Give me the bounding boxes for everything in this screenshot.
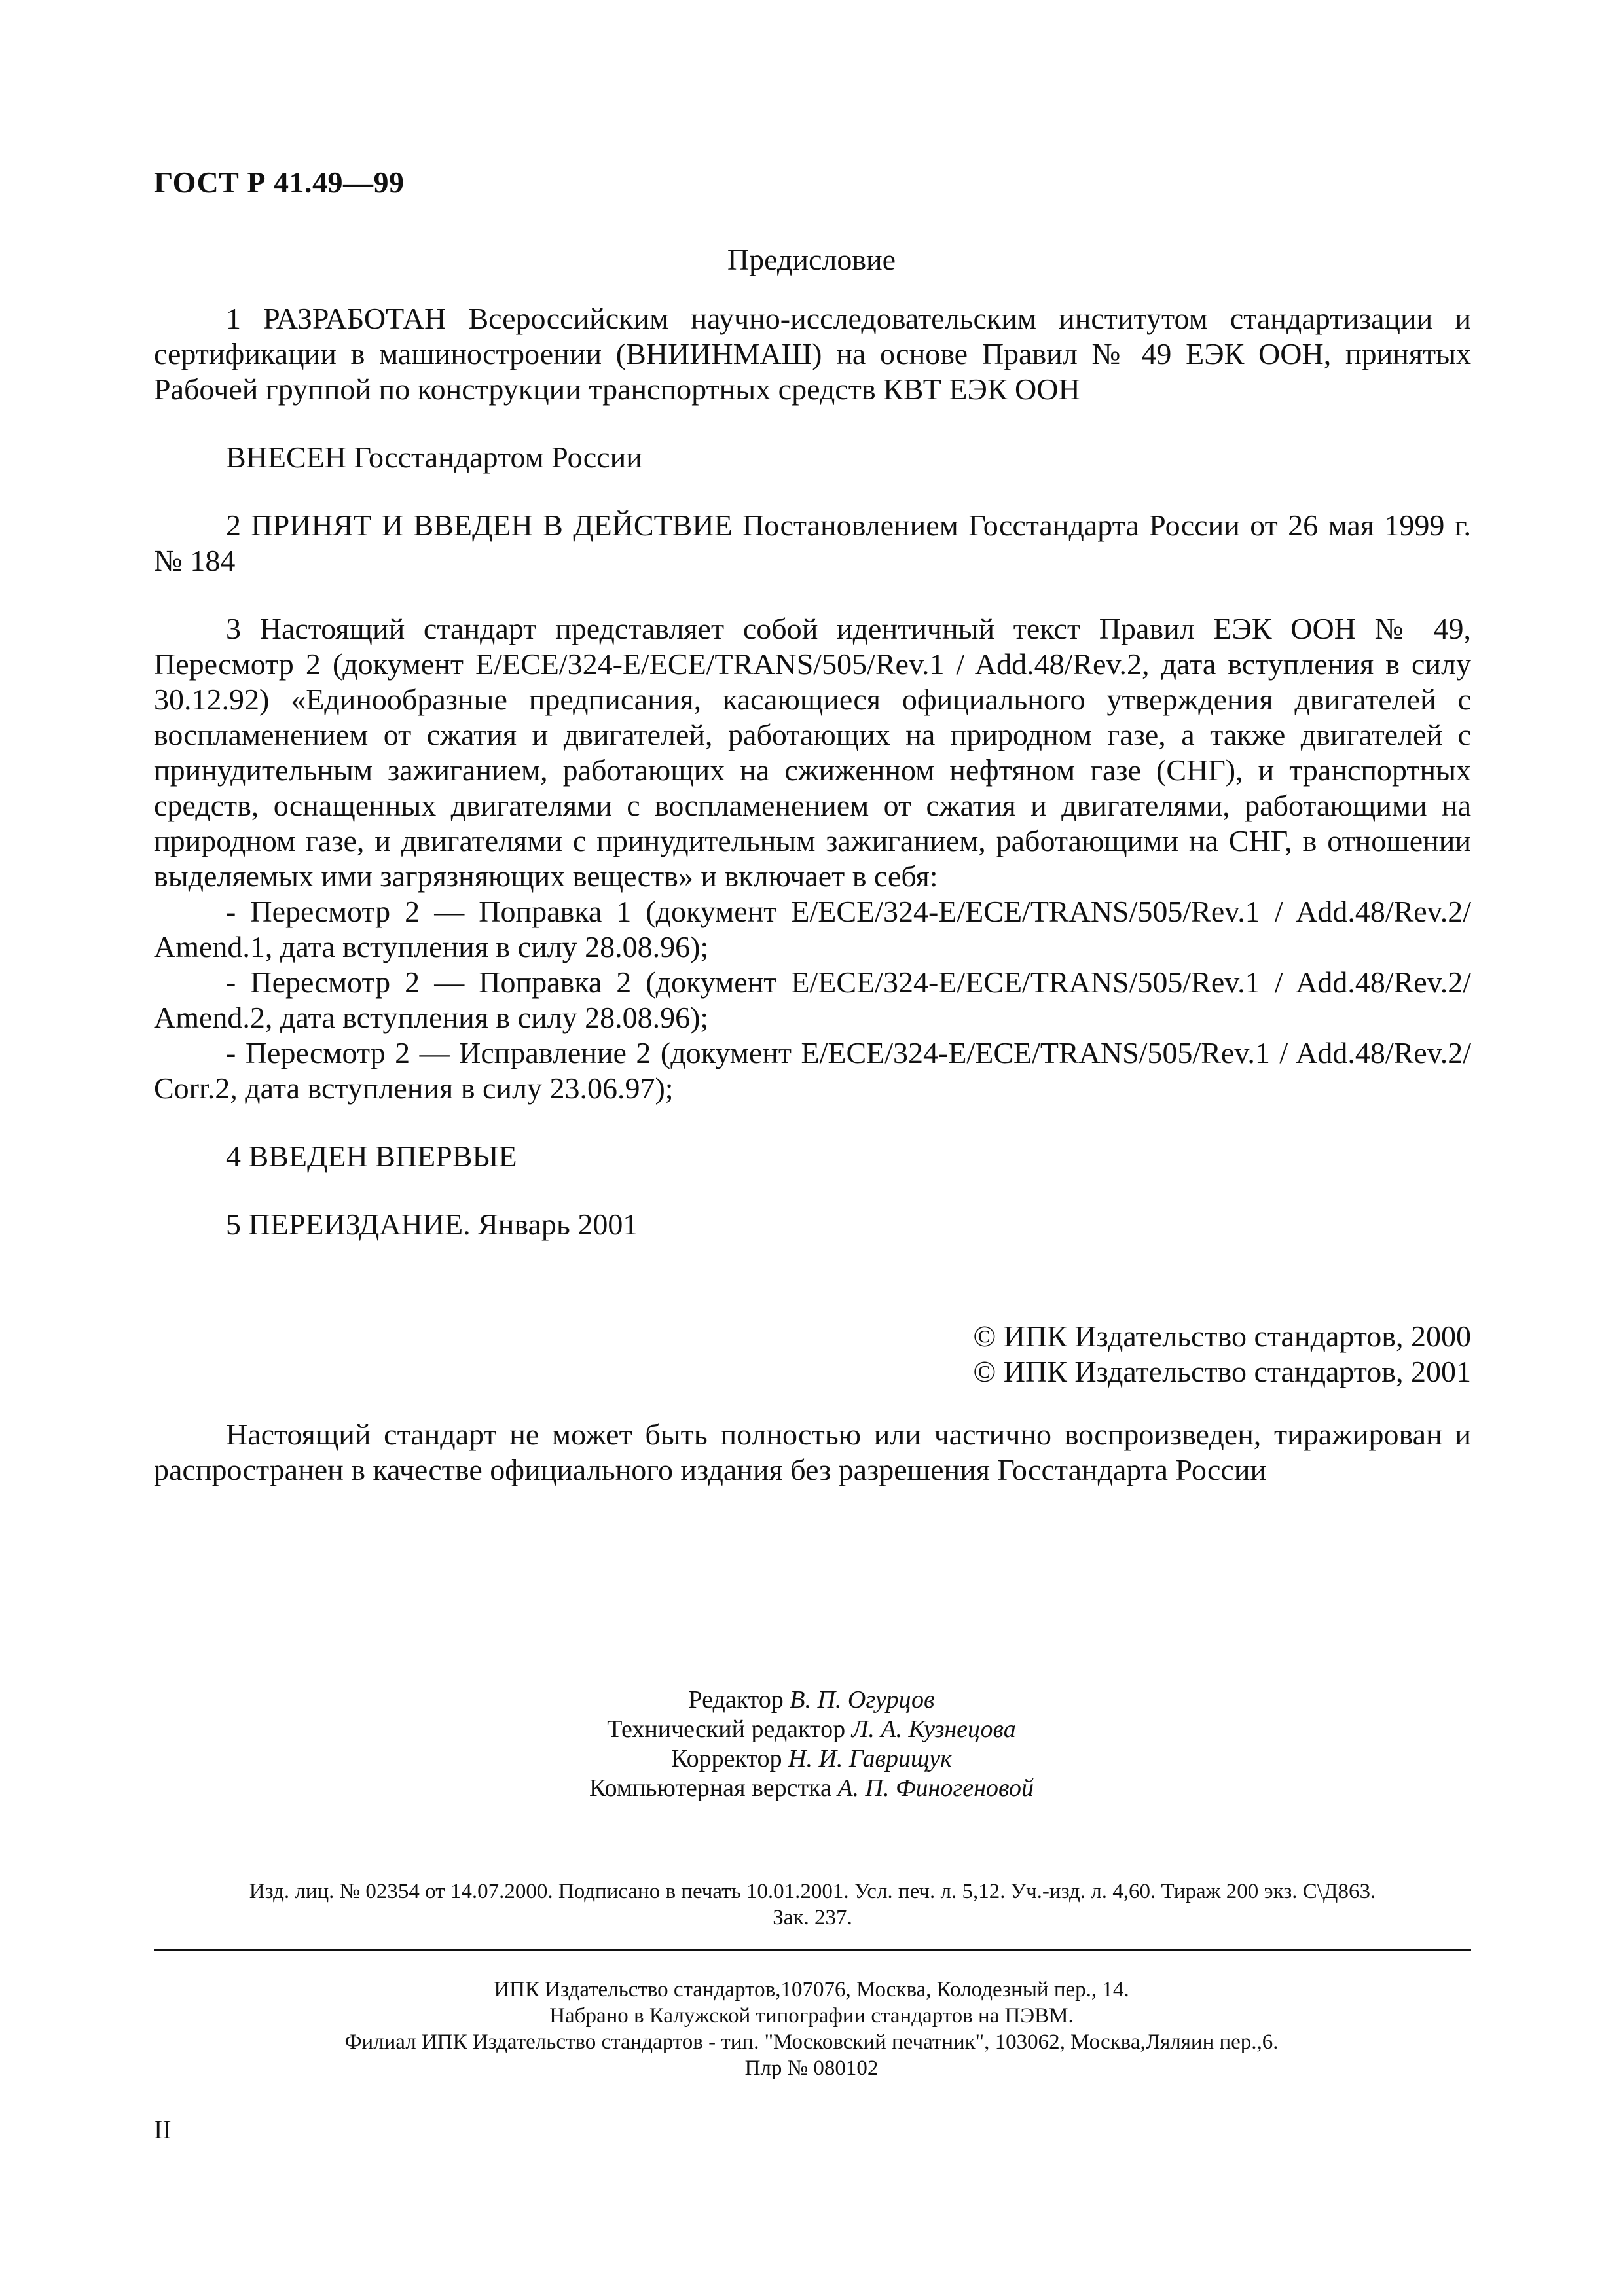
printer-line: Плр № 080102 [744, 2056, 879, 2080]
section-1: 1 РАЗРАБОТАН Всероссийским научно-исследовательским институтом стандартизации и сертификации в машиностроении (ВНИИНМАШ) на основе Правил № 49 ЕЭК ООН, принятых Рабочей группой по конструкции транспортных средств КВТ ЕЭК ООН [154, 302, 1471, 406]
publication-data [154, 1878, 1471, 1931]
foreword-body [154, 301, 1471, 1275]
credit-name: В. П. Огурцов [790, 1686, 935, 1713]
section-3-item: - Пересмотр 2 — Поправка 2 (документ E/ECE/324-E/ECE/TRANS/505/Rev.1 / Add.48/Rev.2/ Amend.2, дата вступления в силу 28.08.96); [154, 965, 1471, 1034]
copyright-line: © ИПК Издательство стандартов, 2001 [973, 1355, 1471, 1388]
copyright-block [973, 1319, 1471, 1390]
credit-line [0, 1715, 1623, 1744]
reproduction-notice: Настоящий стандарт не может быть полностью или частично воспроизведен, тиражирован и распространен в качестве официального издания без разрешения Госстандарта России [154, 1418, 1471, 1486]
page-title: Предисловие [727, 243, 896, 276]
credit-line [0, 1744, 1623, 1774]
publication-order: Зак. 237. [773, 1906, 852, 1929]
publication-line: Изд. лиц. № 02354 от 14.07.2000. Подписано в печать 10.01.2001. Усл. печ. л. 5,12. Уч.-изд. л. 4,60. Тираж 200 экз. С\Д863. [249, 1880, 1376, 1903]
page-number: II [154, 2115, 172, 2144]
section-3-item: - Пересмотр 2 — Поправка 1 (документ E/ECE/324-E/ECE/TRANS/505/Rev.1 / Add.48/Rev.2/ Amend.1, дата вступления в силу 28.08.96); [154, 895, 1471, 963]
section-4: 4 ВВЕДЕН ВПЕРВЫЕ [226, 1139, 517, 1173]
credits-block [0, 1685, 1623, 1803]
credit-name: А. П. Финогеновой [837, 1774, 1034, 1802]
divider-rule [154, 1949, 1471, 1951]
credit-role: Компьютерная верстка [589, 1774, 831, 1802]
section-2: 2 ПРИНЯТ И ВВЕДЕН В ДЕЙСТВИЕ Постановлением Госстандарта России от 26 мая 1999 г. № 184 [154, 509, 1471, 577]
credit-role: Редактор [688, 1686, 784, 1713]
credit-name: Н. И. Гаврищук [788, 1745, 952, 1772]
section-5: 5 ПЕРЕИЗДАНИЕ. Январь 2001 [226, 1208, 638, 1241]
section-3: 3 Настоящий стандарт представляет собой идентичный текст Правил ЕЭК ООН № 49, Пересмотр 2 (документ E/ECE/324-E/ECE/TRANS/505/Rev.1 / Add.48/Rev.2, дата вступления в силу 30.12.92) «Единообразные предписания, касающиеся официального утверждения двигателей с воспламенением от сжатия и двигателей, работающих на природном газе, а также двигателей с принудительным зажиганием, работающих на сжиженном нефтяном газе (СНГ), и транспортных средств, оснащенных двигателями с воспламенением от сжатия и двигателями, работающими на природном газе, и двигателями с принудительным зажиганием, работающими на СНГ, в отношении выделяемых ими загрязняющих веществ» и включает в себя: [154, 612, 1471, 893]
printer-line: ИПК Издательство стандартов,107076, Москва, Колодезный пер., 14. [494, 1978, 1129, 2001]
printer-line: Филиал ИПК Издательство стандартов - тип. "Московский печатник", 103062, Москва,Ляляин пер.,6. [344, 2030, 1279, 2054]
credit-line [0, 1774, 1623, 1803]
section-3-item: - Пересмотр 2 — Исправление 2 (документ E/ECE/324-E/ECE/TRANS/505/Rev.1 / Add.48/Rev.2/ Corr.2, дата вступления в силу 23.06.97); [154, 1036, 1471, 1105]
printer-line: Набрано в Калужской типографии стандартов на ПЭВМ. [549, 2004, 1074, 2028]
credit-role: Технический редактор [607, 1715, 846, 1743]
standard-code: ГОСТ Р 41.49—99 [154, 166, 405, 199]
credit-line [0, 1685, 1623, 1715]
credit-name: Л. А. Кузнецова [851, 1715, 1016, 1743]
section-1-introduced: ВНЕСЕН Госстандартом России [226, 440, 642, 474]
copyright-line: © ИПК Издательство стандартов, 2000 [973, 1319, 1471, 1353]
credit-role: Корректор [671, 1745, 782, 1772]
printer-info [0, 1977, 1623, 2081]
